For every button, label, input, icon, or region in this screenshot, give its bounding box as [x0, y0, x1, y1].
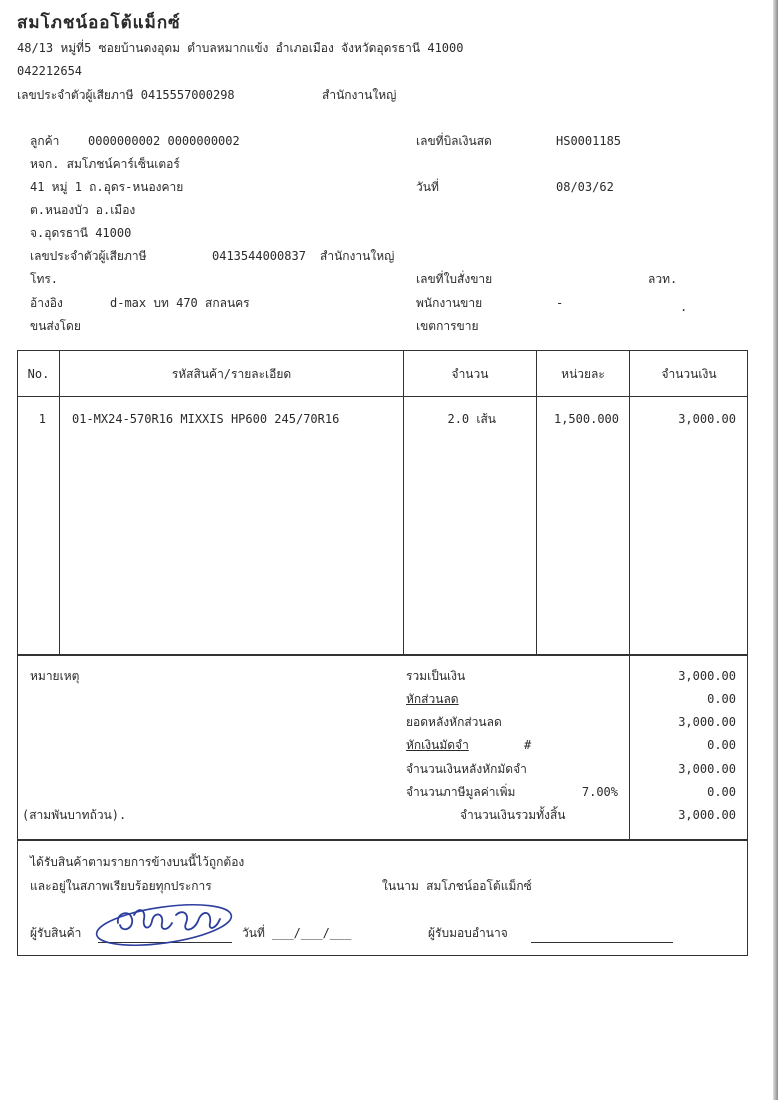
- customer-tax-id: 0413544000837: [212, 249, 306, 263]
- receive-date-label: วันที่: [242, 926, 265, 940]
- receive-date-blank: ___/___/___: [272, 926, 352, 940]
- col-divider-qty: [536, 350, 537, 655]
- header-amount: จำนวนเงิน: [661, 367, 717, 381]
- received-statement-1: ได้รับสินค้าตามรายการข้างบนนี้ไว้ถูกต้อง: [30, 855, 245, 869]
- customer-codes: 0000000002 0000000002: [88, 134, 240, 148]
- customer-address-2: ต.หนองบัว อ.เมือง: [30, 203, 136, 217]
- reference-value: d-max บท 470 สกลนคร: [110, 296, 250, 310]
- row-1-description: 01-MX24-570R16 MIXXIS HP600 245/70R16: [72, 412, 340, 426]
- customer-address-3: จ.อุดรธานี 41000: [30, 226, 132, 240]
- company-branch: สำนักงานใหญ่: [322, 88, 397, 102]
- company-phone: 042212654: [17, 64, 83, 78]
- company-name: สมโภชน์ออโต้แม็กซ์: [17, 13, 181, 33]
- row-1-unit-price: 1,500.000: [553, 412, 619, 426]
- salesperson-label: พนักงานขาย: [416, 296, 483, 310]
- on-behalf-of: ในนาม สมโภชน์ออโต้แม็กซ์: [382, 879, 532, 893]
- after-deposit-label: จำนวนเงินหลังหักมัดจำ: [406, 762, 527, 776]
- header-description: รหัสสินค้า/รายละเอียด: [171, 367, 292, 381]
- bill-no-value: HS0001185: [556, 134, 622, 148]
- customer-label: ลูกค้า: [30, 134, 60, 148]
- sales-order-label: เลขที่ใบสั่งขาย: [416, 272, 493, 286]
- salesperson-mark: .: [680, 300, 688, 314]
- handwritten-signature: [86, 895, 236, 951]
- after-discount-value: 3,000.00: [678, 715, 736, 729]
- row-1-amount: 3,000.00: [678, 412, 736, 426]
- after-discount-label: ยอดหลังหักส่วนลด: [406, 715, 502, 729]
- header-no: No.: [27, 367, 50, 381]
- row-1-no: 1: [38, 412, 46, 426]
- header-unit-price: หน่วยละ: [561, 367, 605, 381]
- deposit-hash: #: [524, 738, 532, 752]
- discount-label: หักส่วนลด: [406, 692, 459, 706]
- customer-tax-label: เลขประจำตัวผู้เสียภาษี: [30, 249, 147, 263]
- authorized-label: ผู้รับมอบอำนาจ: [428, 926, 508, 940]
- total-in-words: (สามพันบาทถ้วน).: [22, 808, 127, 822]
- vat-rate: 7.00%: [581, 785, 618, 799]
- sales-order-value: ลวท.: [648, 272, 678, 286]
- subtotal-value: 3,000.00: [678, 669, 736, 683]
- receiver-label: ผู้รับสินค้า: [30, 926, 82, 940]
- col-divider-no: [59, 350, 60, 655]
- customer-address-1: 41 หมู่ 1 ถ.อุดร-หนองคาย: [30, 180, 184, 194]
- bill-date-value: 08/03/62: [556, 180, 614, 194]
- authorized-signature-line: [531, 942, 673, 943]
- after-deposit-value: 3,000.00: [678, 762, 736, 776]
- row-1-quantity: 2.0 เส้น: [447, 412, 496, 426]
- shipping-label: ขนส่งโดย: [30, 319, 81, 333]
- received-statement-2: และอยู่ในสภาพเรียบร้อยทุกประการ: [30, 879, 212, 893]
- grand-total-value: 3,000.00: [678, 808, 736, 822]
- customer-branch: สำนักงานใหญ่: [320, 249, 395, 263]
- customer-phone-label: โทร.: [30, 272, 59, 286]
- col-divider-unit: [629, 350, 630, 655]
- scan-edge: [773, 0, 778, 1100]
- company-address: 48/13 หมู่ที่5 ซอยบ้านดงอุดม ตำบลหมากแข้ง อำเภอเมือง จังหวัดอุดรธานี 41000: [17, 41, 464, 55]
- items-header-divider: [17, 396, 748, 397]
- vat-label: จำนวนภาษีมูลค่าเพิ่ม: [406, 785, 516, 799]
- sales-area-label: เขตการขาย: [416, 319, 479, 333]
- vat-value: 0.00: [707, 785, 736, 799]
- discount-value: 0.00: [707, 692, 736, 706]
- salesperson-value: -: [556, 296, 564, 310]
- reference-label: อ้างอิง: [30, 296, 63, 310]
- header-quantity: จำนวน: [451, 367, 489, 381]
- col-divider-desc: [403, 350, 404, 655]
- subtotal-label: รวมเป็นเงิน: [406, 669, 466, 683]
- remark-label: หมายเหตุ: [30, 669, 80, 683]
- deposit-value: 0.00: [707, 738, 736, 752]
- customer-name: หจก. สมโภชน์คาร์เซ็นเตอร์: [30, 157, 180, 171]
- company-tax-id: เลขประจำตัวผู้เสียภาษี 0415557000298: [17, 88, 235, 102]
- grand-total-label: จำนวนเงินรวมทั้งสิ้น: [460, 808, 566, 822]
- deposit-label: หักเงินมัดจำ: [406, 738, 469, 752]
- bill-no-label: เลขที่บิลเงินสด: [416, 134, 492, 148]
- bill-date-label: วันที่: [416, 180, 439, 194]
